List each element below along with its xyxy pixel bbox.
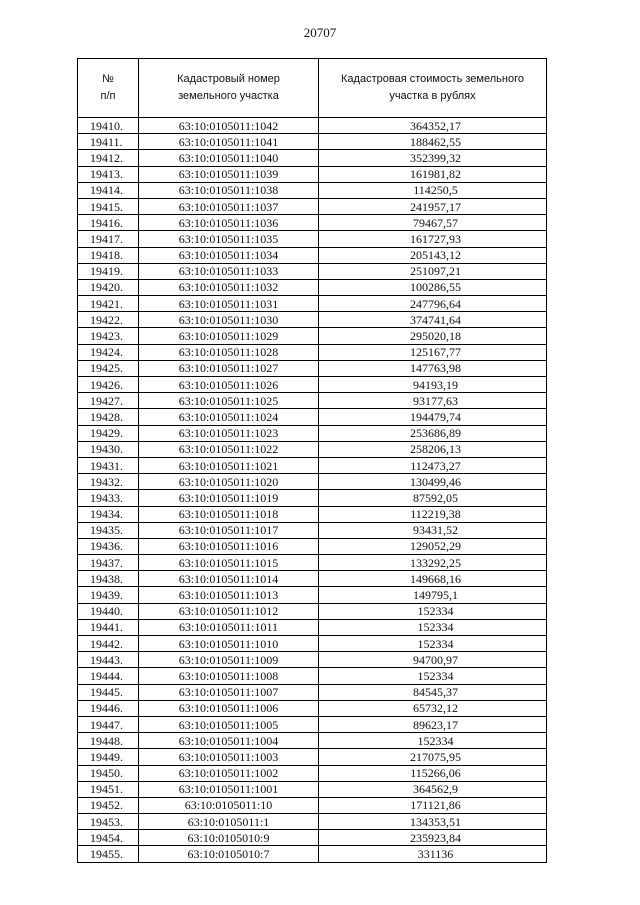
cadastral-number: 63:10:0105011:1005: [139, 716, 319, 732]
row-number: 19426.: [78, 377, 139, 393]
cadastral-value: 374741,64: [319, 312, 547, 328]
cadastral-value: 247796,64: [319, 296, 547, 312]
table-row: [78, 571, 547, 587]
header-row: [78, 59, 547, 118]
row-number: 19455.: [78, 846, 139, 862]
cadastral-value: 161727,93: [319, 231, 547, 247]
cadastral-value: 87592,05: [319, 490, 547, 506]
cadastral-number: 63:10:0105011:1020: [139, 474, 319, 490]
row-number: 19431.: [78, 457, 139, 473]
cadastral-number: 63:10:0105011:1039: [139, 166, 319, 182]
cadastral-number: 63:10:0105011:1028: [139, 344, 319, 360]
cadastral-number: 63:10:0105011:1006: [139, 700, 319, 716]
cadastral-number: 63:10:0105011:1024: [139, 409, 319, 425]
table-row: [78, 393, 547, 409]
table-row: [78, 296, 547, 312]
table-row: [78, 377, 547, 393]
cadastral-value: 188462,55: [319, 134, 547, 150]
cadastral-value: 112473,27: [319, 457, 547, 473]
row-number: 19411.: [78, 134, 139, 150]
row-number: 19410.: [78, 118, 139, 134]
cadastral-value: 129052,29: [319, 538, 547, 554]
row-number: 19447.: [78, 716, 139, 732]
table-row: [78, 312, 547, 328]
row-number: 19428.: [78, 409, 139, 425]
table-row: [78, 733, 547, 749]
row-number: 19454.: [78, 830, 139, 846]
row-number: 19429.: [78, 425, 139, 441]
row-number: 19450.: [78, 765, 139, 781]
cadastral-value: 94193,19: [319, 377, 547, 393]
table-row: [78, 360, 547, 376]
table-row: [78, 344, 547, 360]
row-number: 19433.: [78, 490, 139, 506]
table-row: [78, 846, 547, 862]
cadastral-value: 364562,9: [319, 781, 547, 797]
cadastral-value: 94700,97: [319, 652, 547, 668]
header-value-label: Кадастровая стоимость земельного участка в рублях: [341, 73, 524, 102]
table-row: [78, 619, 547, 635]
cadastral-value: 161981,82: [319, 166, 547, 182]
cadastral-value: 84545,37: [319, 684, 547, 700]
row-number: 19441.: [78, 619, 139, 635]
page-number: 20707: [303, 25, 337, 40]
table-row: [78, 118, 547, 134]
row-number: 19452.: [78, 797, 139, 813]
row-number: 19427.: [78, 393, 139, 409]
cadastral-value: 133292,25: [319, 555, 547, 571]
row-number: 19417.: [78, 231, 139, 247]
cadastral-number: 63:10:0105011:1029: [139, 328, 319, 344]
table-row: [78, 652, 547, 668]
cadastral-number: 63:10:0105011:1023: [139, 425, 319, 441]
cadastral-value: 194479,74: [319, 409, 547, 425]
cadastral-number: 63:10:0105011:1016: [139, 538, 319, 554]
cadastral-number: 63:10:0105011:1001: [139, 781, 319, 797]
table-row: [78, 247, 547, 263]
table-row: [78, 765, 547, 781]
cadastral-number: 63:10:0105011:1035: [139, 231, 319, 247]
cadastral-number: 63:10:0105011:10: [139, 797, 319, 813]
table-row: [78, 409, 547, 425]
cadastral-value: 258206,13: [319, 441, 547, 457]
cadastral-value: 149668,16: [319, 571, 547, 587]
table-row: [78, 749, 547, 765]
row-number: 19440.: [78, 603, 139, 619]
cadastral-number: 63:10:0105011:1030: [139, 312, 319, 328]
cadastral-number: 63:10:0105011:1034: [139, 247, 319, 263]
row-number: 19445.: [78, 684, 139, 700]
table-body: [78, 118, 547, 863]
table-row: [78, 700, 547, 716]
table-row: [78, 166, 547, 182]
table-row: [78, 150, 547, 166]
row-number: 19434.: [78, 506, 139, 522]
cadastral-value: 125167,77: [319, 344, 547, 360]
row-number: 19412.: [78, 150, 139, 166]
cadastral-number: 63:10:0105011:1008: [139, 668, 319, 684]
cadastral-value: 93431,52: [319, 522, 547, 538]
cadastral-value: 171121,86: [319, 797, 547, 813]
table-row: [78, 781, 547, 797]
row-number: 19420.: [78, 279, 139, 295]
row-number: 19415.: [78, 198, 139, 214]
table-row: [78, 830, 547, 846]
table-row: [78, 668, 547, 684]
cadastral-number: 63:10:0105011:1022: [139, 441, 319, 457]
table-row: [78, 441, 547, 457]
table-row: [78, 506, 547, 522]
cadastral-value: 364352,17: [319, 118, 547, 134]
table-row: [78, 538, 547, 554]
row-number: 19423.: [78, 328, 139, 344]
cadastral-number: 63:10:0105011:1018: [139, 506, 319, 522]
cadastral-number: 63:10:0105010:7: [139, 846, 319, 862]
cadastral-value: 241957,17: [319, 198, 547, 214]
cadastral-number: 63:10:0105011:1010: [139, 636, 319, 652]
table-row: [78, 555, 547, 571]
cadastral-number: 63:10:0105011:1026: [139, 377, 319, 393]
table-row: [78, 279, 547, 295]
cadastral-value: 205143,12: [319, 247, 547, 263]
row-number: 19453.: [78, 814, 139, 830]
cadastral-value: 152334: [319, 636, 547, 652]
cadastral-value: 152334: [319, 619, 547, 635]
table-row: [78, 182, 547, 198]
cadastral-value: 65732,12: [319, 700, 547, 716]
table-row: [78, 231, 547, 247]
cadastral-number: 63:10:0105011:1012: [139, 603, 319, 619]
cadastral-value: 331136: [319, 846, 547, 862]
row-number: 19451.: [78, 781, 139, 797]
cadastral-number: 63:10:0105011:1015: [139, 555, 319, 571]
header-number-label: № п/п: [100, 73, 116, 102]
cadastral-value: 217075,95: [319, 749, 547, 765]
cadastral-value: 253686,89: [319, 425, 547, 441]
cadastral-number: 63:10:0105011:1036: [139, 215, 319, 231]
cadastral-number: 63:10:0105011:1014: [139, 571, 319, 587]
cadastral-value: 147763,98: [319, 360, 547, 376]
row-number: 19448.: [78, 733, 139, 749]
row-number: 19449.: [78, 749, 139, 765]
table-row: [78, 215, 547, 231]
header-cadastral-number: [139, 59, 319, 118]
header-cadastral-value: [319, 59, 547, 118]
cadastral-value: 149795,1: [319, 587, 547, 603]
cadastral-value: 100286,55: [319, 279, 547, 295]
cadastral-number: 63:10:0105011:1042: [139, 118, 319, 134]
row-number: 19424.: [78, 344, 139, 360]
cadastral-value: 152334: [319, 733, 547, 749]
cadastral-number: 63:10:0105010:9: [139, 830, 319, 846]
table-row: [78, 587, 547, 603]
table-row: [78, 457, 547, 473]
cadastral-value: 89623,17: [319, 716, 547, 732]
cadastral-number: 63:10:0105011:1009: [139, 652, 319, 668]
cadastral-value: 352399,32: [319, 150, 547, 166]
cadastral-number: 63:10:0105011:1007: [139, 684, 319, 700]
row-number: 19435.: [78, 522, 139, 538]
cadastral-value: 134353,51: [319, 814, 547, 830]
table-row: [78, 603, 547, 619]
cadastral-number: 63:10:0105011:1041: [139, 134, 319, 150]
header-cadastral-label: Кадастровый номер земельного участка: [177, 73, 280, 102]
row-number: 19432.: [78, 474, 139, 490]
row-number: 19439.: [78, 587, 139, 603]
row-number: 19414.: [78, 182, 139, 198]
table-row: [78, 716, 547, 732]
cadastral-number: 63:10:0105011:1019: [139, 490, 319, 506]
cadastral-number: 63:10:0105011:1027: [139, 360, 319, 376]
cadastral-number: 63:10:0105011:1002: [139, 765, 319, 781]
table-row: [78, 490, 547, 506]
row-number: 19444.: [78, 668, 139, 684]
table-row: [78, 328, 547, 344]
row-number: 19419.: [78, 263, 139, 279]
row-number: 19438.: [78, 571, 139, 587]
row-number: 19416.: [78, 215, 139, 231]
cadastral-number: 63:10:0105011:1032: [139, 279, 319, 295]
table-row: [78, 425, 547, 441]
row-number: 19430.: [78, 441, 139, 457]
row-number: 19437.: [78, 555, 139, 571]
cadastral-value-table: [77, 58, 547, 863]
cadastral-number: 63:10:0105011:1003: [139, 749, 319, 765]
table-row: [78, 797, 547, 813]
cadastral-number: 63:10:0105011:1037: [139, 198, 319, 214]
table-row: [78, 263, 547, 279]
row-number: 19418.: [78, 247, 139, 263]
cadastral-number: 63:10:0105011:1033: [139, 263, 319, 279]
cadastral-value: 130499,46: [319, 474, 547, 490]
table-row: [78, 636, 547, 652]
cadastral-value: 295020,18: [319, 328, 547, 344]
cadastral-number: 63:10:0105011:1011: [139, 619, 319, 635]
row-number: 19443.: [78, 652, 139, 668]
cadastral-number: 63:10:0105011:1031: [139, 296, 319, 312]
row-number: 19413.: [78, 166, 139, 182]
cadastral-value: 152334: [319, 603, 547, 619]
row-number: 19422.: [78, 312, 139, 328]
cadastral-number: 63:10:0105011:1038: [139, 182, 319, 198]
table-row: [78, 522, 547, 538]
table-row: [78, 198, 547, 214]
row-number: 19446.: [78, 700, 139, 716]
cadastral-value: 112219,38: [319, 506, 547, 522]
cadastral-value: 115266,06: [319, 765, 547, 781]
cadastral-number: 63:10:0105011:1004: [139, 733, 319, 749]
cadastral-value: 79467,57: [319, 215, 547, 231]
table-row: [78, 684, 547, 700]
cadastral-number: 63:10:0105011:1017: [139, 522, 319, 538]
cadastral-value: 93177,63: [319, 393, 547, 409]
row-number: 19425.: [78, 360, 139, 376]
header-number: [78, 59, 139, 118]
cadastral-value: 235923,84: [319, 830, 547, 846]
table-row: [78, 134, 547, 150]
cadastral-number: 63:10:0105011:1025: [139, 393, 319, 409]
table-row: [78, 814, 547, 830]
cadastral-value: 152334: [319, 668, 547, 684]
cadastral-number: 63:10:0105011:1021: [139, 457, 319, 473]
row-number: 19421.: [78, 296, 139, 312]
row-number: 19436.: [78, 538, 139, 554]
cadastral-number: 63:10:0105011:1040: [139, 150, 319, 166]
cadastral-number: 63:10:0105011:1: [139, 814, 319, 830]
cadastral-value: 251097,21: [319, 263, 547, 279]
cadastral-number: 63:10:0105011:1013: [139, 587, 319, 603]
table-row: [78, 474, 547, 490]
cadastral-value: 114250,5: [319, 182, 547, 198]
row-number: 19442.: [78, 636, 139, 652]
table-header: [78, 59, 547, 118]
